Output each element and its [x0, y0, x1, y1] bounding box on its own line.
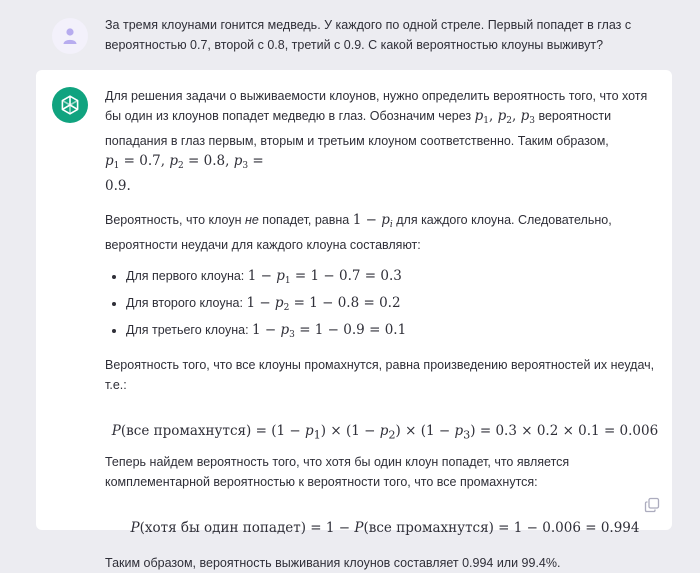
- user-message-line2: вероятностью 0.7, второй с 0.8, третий с 0.9. С какой вероятностью клоуны выживут?: [105, 38, 604, 52]
- openai-logo-icon: [58, 93, 82, 117]
- list-item: • Для третьего клоуна: $1 - p_3 = 1 - 0.9 = 0.1$: [126, 319, 665, 346]
- list-item: • Для первого клоуна: $1 - p_1 = 1 - 0.7 = 0.3$: [126, 265, 665, 292]
- paragraph-conclusion: Таким образом, вероятность выживания клоунов составляет 0.994 или 99.4%.: [105, 556, 561, 570]
- paragraph-fail-probability: Вероятность, что клоун не попадет, равна $1 - p_i$ для каждого клоуна. Следовательно, вероятности неудачи для каждого клоуна составляют:: [105, 212, 612, 252]
- fail-probability-list: [105, 265, 665, 346]
- math-p-values: $p_1 = 0.7$, $p_2 = 0.8$, $p_3$ =: [105, 153, 264, 171]
- assistant-avatar: [52, 87, 88, 123]
- user-message-text: [105, 15, 665, 55]
- paragraph-all-miss: Вероятность того, что все клоуны промахнутся, равна произведению вероятностей их неудач, т.е.:: [105, 358, 655, 392]
- user-avatar: [52, 18, 88, 54]
- copy-icon: [644, 497, 660, 513]
- paragraph-intro: Для решения задачи о выживаемости клоунов, нужно определить вероятность того, что хотя бы один из клоунов попадет медведю в глаз. Обозначим через $p_1$, $p_2$, $p_3$ вероятности попадания в глаз первым, вторым и третьим клоуном соответственно. Таким образом, $p_1 = 0.7$, $p_2 = 0.8$, $p_3$ = 0.9.: [105, 89, 648, 194]
- math-p-list: $p_1$, $p_2$, $p_3$: [474, 108, 535, 126]
- list-item: • Для второго клоуна: $1 - p_2 = 1 - 0.8 = 0.2$: [126, 292, 665, 319]
- copy-button[interactable]: [644, 497, 660, 513]
- formula-all-miss: P(все промахнутся) = $(1 - p_1) \times (1 - p_2) \times (1 - p_3) = 0.3 \times 0.2 \times 0.1 = 0.006$: [111, 423, 659, 442]
- math-one-minus-pi: $1 - p_i$: [352, 212, 393, 230]
- assistant-message-card: [36, 70, 672, 570]
- formula-at-least-one-hit: P(хотя бы один попадет) = 1 − P(все промахнутся) = 1 − 0.006 = 0.994: [130, 520, 640, 536]
- user-message-line1: За тремя клоунами гонится медведь. У каждого по одной стреле. Первый попадет в глаз с: [105, 18, 632, 32]
- user-icon: [63, 27, 77, 45]
- assistant-message-content: [105, 86, 665, 573]
- user-message-row: [0, 0, 700, 70]
- paragraph-complement: Теперь найдем вероятность того, что хотя бы один клоун попадет, что является комплементарной вероятностью к вероятности того, что все промахнутся:: [105, 455, 570, 489]
